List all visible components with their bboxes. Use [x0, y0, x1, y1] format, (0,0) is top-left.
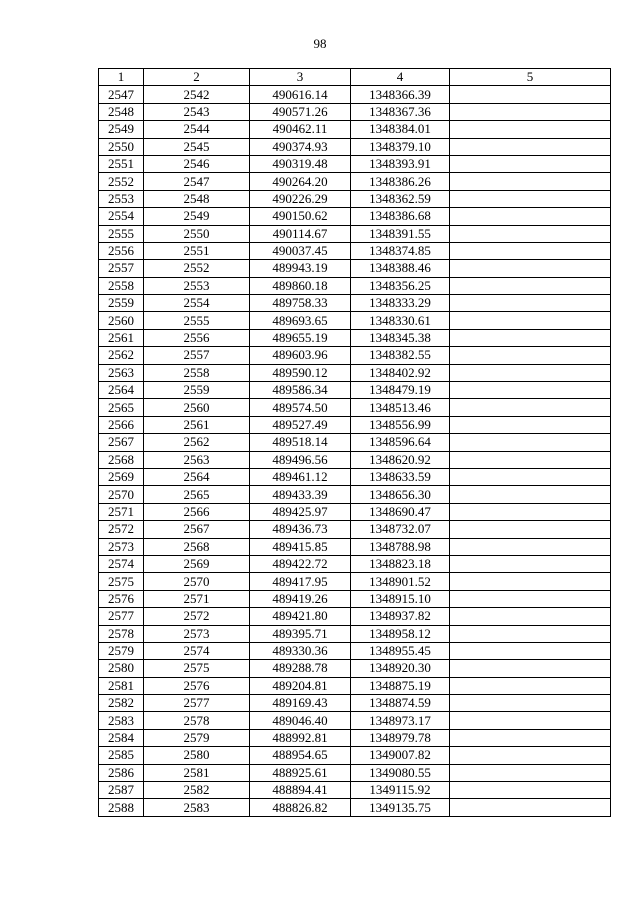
- table-row: [99, 329, 611, 346]
- table-cell: 2572: [144, 608, 250, 625]
- table-cell: 1348382.55: [351, 347, 450, 364]
- table-cell: 489419.26: [250, 590, 351, 607]
- table-cell: 489693.65: [250, 312, 351, 329]
- table-row: [99, 590, 611, 607]
- table-cell: 2560: [144, 399, 250, 416]
- table-cell: 2548: [144, 190, 250, 207]
- table-cell: 2587: [99, 782, 144, 799]
- table-cell: 2554: [144, 295, 250, 312]
- table-cell: 2562: [144, 434, 250, 451]
- table-cell: 2581: [99, 677, 144, 694]
- table-cell: 489425.97: [250, 503, 351, 520]
- table-cell: 1349115.92: [351, 782, 450, 799]
- table-cell: 1348596.64: [351, 434, 450, 451]
- table-cell: 489527.49: [250, 416, 351, 433]
- table-row: [99, 399, 611, 416]
- table-cell: [450, 399, 611, 416]
- table-cell: 489518.14: [250, 434, 351, 451]
- table-cell: 1348513.46: [351, 399, 450, 416]
- table-cell: 1348920.30: [351, 660, 450, 677]
- table-cell: 2578: [99, 625, 144, 642]
- table-row: [99, 103, 611, 120]
- table-cell: 1348656.30: [351, 486, 450, 503]
- table-cell: [450, 729, 611, 746]
- table-row: [99, 712, 611, 729]
- table-cell: 2563: [144, 451, 250, 468]
- table-row: [99, 382, 611, 399]
- table-cell: 2577: [144, 695, 250, 712]
- table-cell: [450, 295, 611, 312]
- table-cell: 2582: [99, 695, 144, 712]
- table-cell: 2569: [144, 555, 250, 572]
- table-cell: [450, 538, 611, 555]
- table-cell: [450, 416, 611, 433]
- table-row: [99, 503, 611, 520]
- table-cell: 1348391.55: [351, 225, 450, 242]
- table-cell: 1348388.46: [351, 260, 450, 277]
- table-row: [99, 608, 611, 625]
- table-cell: 1348620.92: [351, 451, 450, 468]
- table-row: [99, 521, 611, 538]
- table-cell: 1348384.01: [351, 121, 450, 138]
- table-row: [99, 538, 611, 555]
- table-cell: 2574: [99, 555, 144, 572]
- table-cell: 2563: [99, 364, 144, 381]
- table-cell: 489655.19: [250, 329, 351, 346]
- table-row: [99, 416, 611, 433]
- table-row: [99, 642, 611, 659]
- table-cell: [450, 555, 611, 572]
- table-cell: 2549: [99, 121, 144, 138]
- table-row: [99, 625, 611, 642]
- table-cell: 1348386.26: [351, 173, 450, 190]
- table-cell: 489603.96: [250, 347, 351, 364]
- table-cell: 488894.41: [250, 782, 351, 799]
- table-cell: 2547: [144, 173, 250, 190]
- table-row: [99, 451, 611, 468]
- column-header: 2: [144, 69, 250, 86]
- table-cell: 490150.62: [250, 208, 351, 225]
- column-header: 5: [450, 69, 611, 86]
- table-cell: [450, 242, 611, 259]
- table-cell: 1348386.68: [351, 208, 450, 225]
- table-cell: 2550: [144, 225, 250, 242]
- table-cell: 1348393.91: [351, 155, 450, 172]
- table-cell: 2564: [144, 468, 250, 485]
- table-cell: 2543: [144, 103, 250, 120]
- table-cell: 2549: [144, 208, 250, 225]
- table-cell: 489169.43: [250, 695, 351, 712]
- table-cell: [450, 155, 611, 172]
- table-cell: 1348374.85: [351, 242, 450, 259]
- table-cell: 2584: [99, 729, 144, 746]
- table-row: [99, 468, 611, 485]
- table-cell: 2555: [144, 312, 250, 329]
- table-cell: [450, 625, 611, 642]
- table-cell: [450, 225, 611, 242]
- table-cell: 1348901.52: [351, 573, 450, 590]
- table-cell: [450, 642, 611, 659]
- table-cell: 1348874.59: [351, 695, 450, 712]
- table-cell: 489288.78: [250, 660, 351, 677]
- table-cell: 2547: [99, 86, 144, 103]
- table-cell: [450, 695, 611, 712]
- table-row: [99, 138, 611, 155]
- table-cell: 2588: [99, 799, 144, 816]
- table-cell: 1348915.10: [351, 590, 450, 607]
- table-row: [99, 295, 611, 312]
- table-cell: [450, 138, 611, 155]
- table-cell: [450, 503, 611, 520]
- table-cell: 2576: [144, 677, 250, 694]
- table-row: [99, 660, 611, 677]
- table-cell: 2559: [99, 295, 144, 312]
- table-cell: 2573: [144, 625, 250, 642]
- table-cell: 489422.72: [250, 555, 351, 572]
- table-cell: 1348367.36: [351, 103, 450, 120]
- table-row: [99, 86, 611, 103]
- table-cell: [450, 103, 611, 120]
- table-cell: 2542: [144, 86, 250, 103]
- table-cell: 2580: [144, 747, 250, 764]
- table-row: [99, 677, 611, 694]
- table-cell: 490114.67: [250, 225, 351, 242]
- table-row: [99, 434, 611, 451]
- table-cell: [450, 121, 611, 138]
- table-cell: 1348556.99: [351, 416, 450, 433]
- table-cell: 2571: [99, 503, 144, 520]
- table-cell: 489395.71: [250, 625, 351, 642]
- table-cell: 2575: [99, 573, 144, 590]
- table-cell: 1349080.55: [351, 764, 450, 781]
- table-cell: 2559: [144, 382, 250, 399]
- table-cell: 2561: [99, 329, 144, 346]
- table-cell: 1348362.59: [351, 190, 450, 207]
- table-cell: 1348823.18: [351, 555, 450, 572]
- table-row: [99, 242, 611, 259]
- table-cell: [450, 260, 611, 277]
- table-cell: [450, 190, 611, 207]
- table-cell: 1348402.92: [351, 364, 450, 381]
- table-cell: 2564: [99, 382, 144, 399]
- table-cell: 488954.65: [250, 747, 351, 764]
- table-cell: 490571.26: [250, 103, 351, 120]
- table-cell: 489204.81: [250, 677, 351, 694]
- table-cell: 1348479.19: [351, 382, 450, 399]
- table-cell: [450, 451, 611, 468]
- table-cell: 2551: [99, 155, 144, 172]
- table-cell: 2578: [144, 712, 250, 729]
- table-row: [99, 486, 611, 503]
- table-row: [99, 225, 611, 242]
- table-cell: 1348633.59: [351, 468, 450, 485]
- table-header-row: [99, 69, 611, 86]
- table-cell: 488992.81: [250, 729, 351, 746]
- table-cell: 2571: [144, 590, 250, 607]
- table-cell: 489436.73: [250, 521, 351, 538]
- table-cell: 2583: [144, 799, 250, 816]
- table-cell: 489417.95: [250, 573, 351, 590]
- table-cell: 2557: [99, 260, 144, 277]
- table-cell: [450, 312, 611, 329]
- table-row: [99, 782, 611, 799]
- table-cell: 2553: [99, 190, 144, 207]
- table-cell: [450, 799, 611, 816]
- table-cell: 2545: [144, 138, 250, 155]
- table-cell: 2582: [144, 782, 250, 799]
- table-row: [99, 277, 611, 294]
- table-cell: 2576: [99, 590, 144, 607]
- table-cell: 1348690.47: [351, 503, 450, 520]
- table-cell: 2562: [99, 347, 144, 364]
- table-cell: 1348356.25: [351, 277, 450, 294]
- table-cell: [450, 712, 611, 729]
- table-cell: 2579: [144, 729, 250, 746]
- table-cell: 2580: [99, 660, 144, 677]
- table-cell: 2566: [99, 416, 144, 433]
- table-cell: [450, 468, 611, 485]
- table-cell: 2552: [99, 173, 144, 190]
- table-row: [99, 121, 611, 138]
- table-cell: 1348788.98: [351, 538, 450, 555]
- table-cell: 1348333.29: [351, 295, 450, 312]
- table-cell: 1349007.82: [351, 747, 450, 764]
- table-cell: 2567: [99, 434, 144, 451]
- table-row: [99, 155, 611, 172]
- column-header: 3: [250, 69, 351, 86]
- table-cell: 1348973.17: [351, 712, 450, 729]
- table-cell: 489590.12: [250, 364, 351, 381]
- table-cell: 2565: [99, 399, 144, 416]
- table-cell: 490037.45: [250, 242, 351, 259]
- table-row: [99, 208, 611, 225]
- table-cell: 489574.50: [250, 399, 351, 416]
- table-cell: 1348875.19: [351, 677, 450, 694]
- table-cell: [450, 573, 611, 590]
- table-row: [99, 764, 611, 781]
- column-header: 4: [351, 69, 450, 86]
- table-cell: 490264.20: [250, 173, 351, 190]
- table-cell: 1348955.45: [351, 642, 450, 659]
- table-cell: 1348345.38: [351, 329, 450, 346]
- column-header: 1: [99, 69, 144, 86]
- table-cell: 2568: [99, 451, 144, 468]
- table-cell: 2585: [99, 747, 144, 764]
- table-row: [99, 555, 611, 572]
- table-cell: 2556: [144, 329, 250, 346]
- table-cell: 2574: [144, 642, 250, 659]
- table-cell: 489046.40: [250, 712, 351, 729]
- table-cell: 2558: [99, 277, 144, 294]
- table-row: [99, 312, 611, 329]
- page-number: 98: [313, 36, 327, 51]
- table-cell: [450, 208, 611, 225]
- table-cell: 2557: [144, 347, 250, 364]
- table-cell: 2586: [99, 764, 144, 781]
- table-cell: [450, 382, 611, 399]
- table-cell: 2565: [144, 486, 250, 503]
- table-cell: 2579: [99, 642, 144, 659]
- table-cell: [450, 660, 611, 677]
- table-cell: 489421.80: [250, 608, 351, 625]
- table-cell: 2548: [99, 103, 144, 120]
- table-cell: 2577: [99, 608, 144, 625]
- table-cell: [450, 782, 611, 799]
- table-cell: 2555: [99, 225, 144, 242]
- table-cell: 2573: [99, 538, 144, 555]
- table-row: [99, 695, 611, 712]
- table-row: [99, 573, 611, 590]
- table-cell: [450, 347, 611, 364]
- table-cell: [450, 521, 611, 538]
- table-row: [99, 347, 611, 364]
- table-cell: 2583: [99, 712, 144, 729]
- table-cell: 489461.12: [250, 468, 351, 485]
- table-cell: [450, 434, 611, 451]
- table-cell: 490374.93: [250, 138, 351, 155]
- table-cell: 1349135.75: [351, 799, 450, 816]
- table-cell: 490319.48: [250, 155, 351, 172]
- table-cell: [450, 677, 611, 694]
- table-row: [99, 260, 611, 277]
- table-cell: [450, 277, 611, 294]
- table-cell: 2568: [144, 538, 250, 555]
- table-cell: 2575: [144, 660, 250, 677]
- table-cell: 2566: [144, 503, 250, 520]
- table-cell: [450, 747, 611, 764]
- table-row: [99, 799, 611, 816]
- table-cell: 2554: [99, 208, 144, 225]
- table-cell: 2560: [99, 312, 144, 329]
- table-row: [99, 190, 611, 207]
- table-cell: [450, 608, 611, 625]
- table-cell: [450, 764, 611, 781]
- table-cell: 2553: [144, 277, 250, 294]
- table-row: [99, 173, 611, 190]
- table-cell: 489330.36: [250, 642, 351, 659]
- table-cell: 490462.11: [250, 121, 351, 138]
- table-cell: 490226.29: [250, 190, 351, 207]
- table-row: [99, 729, 611, 746]
- coordinates-table: [98, 68, 611, 817]
- table-cell: 1348979.78: [351, 729, 450, 746]
- table-cell: [450, 173, 611, 190]
- table-cell: 489860.18: [250, 277, 351, 294]
- table-cell: 489415.85: [250, 538, 351, 555]
- table-cell: 488826.82: [250, 799, 351, 816]
- table-cell: 2570: [99, 486, 144, 503]
- table-cell: 1348379.10: [351, 138, 450, 155]
- table-cell: 1348732.07: [351, 521, 450, 538]
- table-cell: 489496.56: [250, 451, 351, 468]
- table-cell: 2552: [144, 260, 250, 277]
- table-cell: 1348330.61: [351, 312, 450, 329]
- table-cell: 489586.34: [250, 382, 351, 399]
- table-cell: 1348937.82: [351, 608, 450, 625]
- table-cell: 2567: [144, 521, 250, 538]
- table-cell: 490616.14: [250, 86, 351, 103]
- table-cell: [450, 486, 611, 503]
- table-cell: 488925.61: [250, 764, 351, 781]
- table-cell: 1348958.12: [351, 625, 450, 642]
- table-cell: 489943.19: [250, 260, 351, 277]
- table-cell: 2551: [144, 242, 250, 259]
- table-cell: 2544: [144, 121, 250, 138]
- table-cell: 2558: [144, 364, 250, 381]
- table-cell: 2556: [99, 242, 144, 259]
- table-cell: 489433.39: [250, 486, 351, 503]
- table-row: [99, 747, 611, 764]
- table-cell: 2572: [99, 521, 144, 538]
- table-cell: 2570: [144, 573, 250, 590]
- table-cell: 489758.33: [250, 295, 351, 312]
- table-cell: 2546: [144, 155, 250, 172]
- table-body: [99, 86, 611, 816]
- table-cell: 1348366.39: [351, 86, 450, 103]
- table-cell: [450, 86, 611, 103]
- table-cell: [450, 329, 611, 346]
- table-cell: 2581: [144, 764, 250, 781]
- table-cell: 2569: [99, 468, 144, 485]
- table-cell: [450, 364, 611, 381]
- table-row: [99, 364, 611, 381]
- table-cell: 2550: [99, 138, 144, 155]
- table-cell: 2561: [144, 416, 250, 433]
- table-cell: [450, 590, 611, 607]
